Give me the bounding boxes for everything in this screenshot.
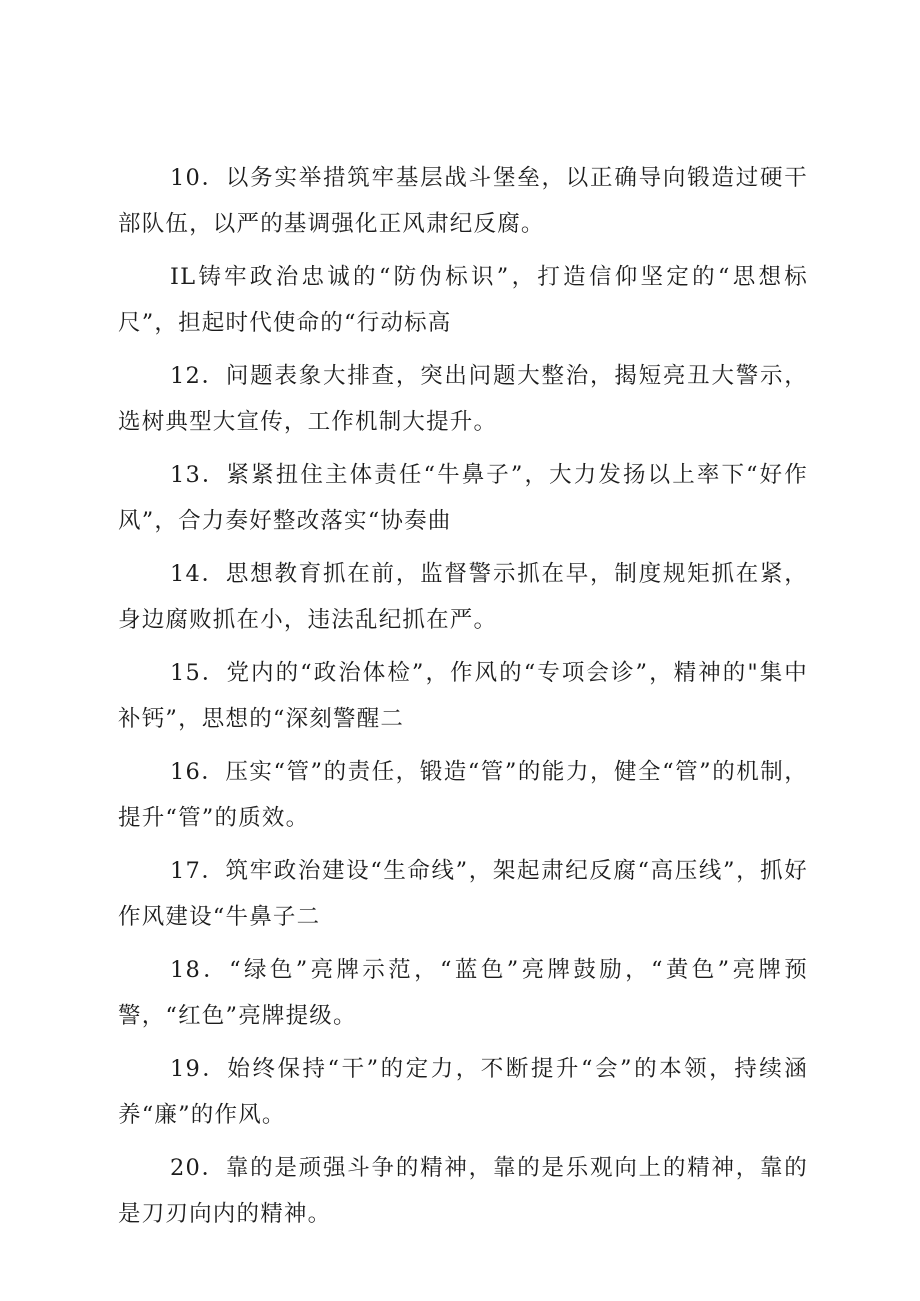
list-item-18: 18．“绿色”亮牌示范，“蓝色”亮牌鼓励，“黄色”亮牌预警，“红色”亮牌提级。	[118, 957, 808, 1029]
document-body	[118, 156, 808, 1245]
list-item-10: 10．以务实举措筑牢基层战斗堡垒，以正确导向锻造过硬干部队伍，以严的基调强化正风肃纪反腐。	[118, 165, 808, 237]
list-item-15: 15．党内的“政治体检”，作风的“专项会诊”，精神的"集中补钙”，思想的“深刻警醒二	[118, 660, 808, 732]
list-item-16: 16．压实“管”的责任，锻造“管”的能力，健全“管”的机制，提升“管”的质效。	[118, 759, 808, 831]
list-item-11: IL铸牢政治忠诚的“防伪标识”，打造信仰坚定的“思想标尺”，担起时代使命的“行动标高	[118, 264, 808, 336]
list-item-17: 17．筑牢政治建设“生命线”，架起肃纪反腐“高压线”，抓好作风建设“牛鼻子二	[118, 858, 808, 930]
list-item-19: 19．始终保持“干”的定力，不断提升“会”的本领，持续涵养“廉”的作风。	[118, 1056, 808, 1128]
list-item-14: 14．思想教育抓在前，监督警示抓在早，制度规矩抓在紧，身边腐败抓在小，违法乱纪抓在严。	[118, 561, 808, 633]
list-item-20: 20．靠的是顽强斗争的精神，靠的是乐观向上的精神，靠的是刀刃向内的精神。	[118, 1155, 808, 1227]
list-item-13: 13．紧紧扭住主体责任“牛鼻子”，大力发扬以上率下“好作风”，合力奏好整改落实“协奏曲	[118, 462, 808, 534]
list-item-12: 12．问题表象大排查，突出问题大整治，揭短亮丑大警示，选树典型大宣传，工作机制大提升。	[118, 363, 808, 435]
